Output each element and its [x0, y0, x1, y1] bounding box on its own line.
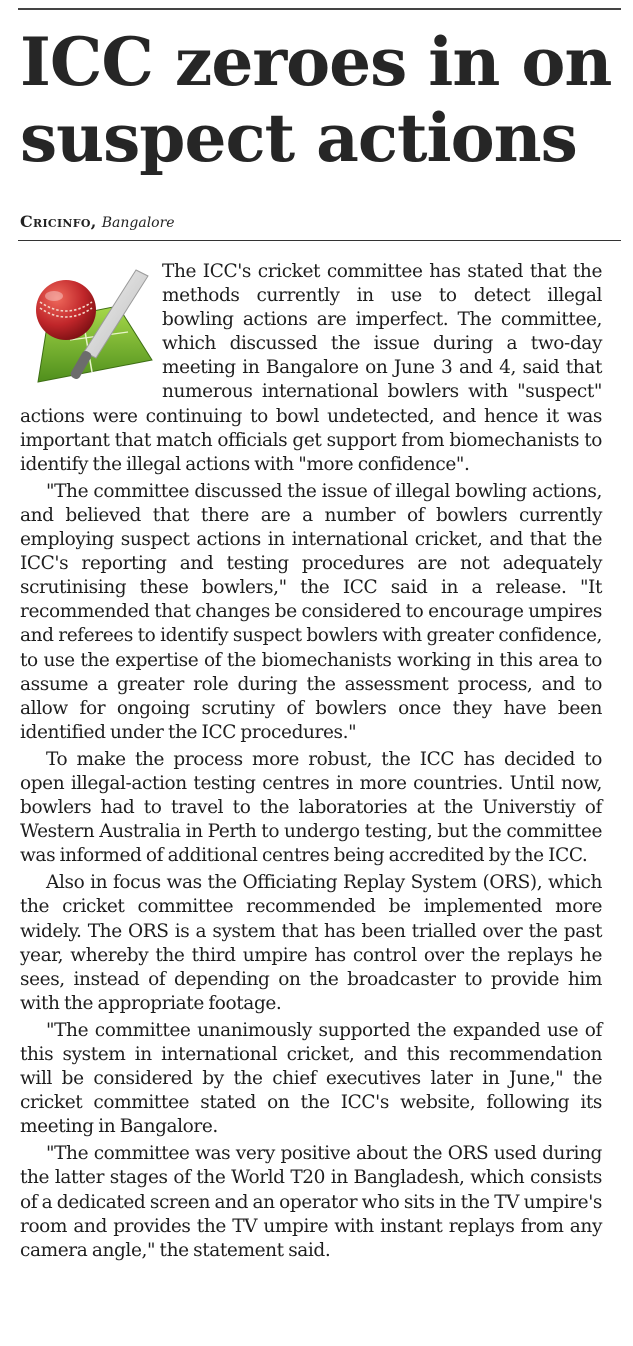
byline-place: Bangalore [101, 215, 175, 231]
paragraph: Also in focus was the Officiating Replay System (ORS), which the cricket committee recommended be implemented more widely. The ORS is a system that has been trialled over the past year, whereby the third umpire has control over the replays he sees, instead of depending on the broadcaster to provide him with the appropriate footage. [20, 872, 602, 1014]
paragraph: To make the process more robust, the ICC has decided to open illegal-action testing centres in more countries. Until now, bowlers had to travel to the laboratories at the Universtiy of Western Australia in Perth to undergo testing, but the committee was informed of additional centres being accredited by the ICC. [20, 748, 602, 867]
byline [20, 212, 175, 231]
byline-rule [18, 240, 621, 241]
article-body [20, 260, 602, 1266]
cricket-ball-bat-pitch-icon [18, 262, 154, 394]
paragraph: The ICC's cricket committee has stated that the methods currently in use to detect illegal bowling actions are imperfect. The committee, which discussed the issue during a two-day meeting in Bangalore on June 3 and 4, said that numerous international bowlers with "suspect" actions were continuing to bowl undetected, and hence it was important that match officials get support from biomechanists to identify the illegal actions with "more confidence". [20, 261, 602, 475]
byline-source: Cricinfo, [20, 212, 97, 231]
paragraph: "The committee was very positive about the ORS used during the latter stages of the World T20 in Bangladesh, which consists of a dedicated screen and an operator who sits in the TV umpire's room and provides the TV umpire with instant replays from any camera angle," the statement said. [20, 1143, 602, 1261]
paragraph: "The committee unanimously supported the expanded use of this system in international cricket, and this recommendation will be considered by the chief executives later in June," the cricket committee stated on the ICC's website, following its meeting in Bangalore. [20, 1019, 602, 1138]
headline: ICC zeroes in on suspect actions [20, 23, 612, 177]
top-rule [18, 8, 621, 10]
paragraph: "The committee discussed the issue of illegal bowling actions, and believed that there are a number of bowlers currently employing suspect actions in international cricket, and that the ICC's reporting and testing procedures are not adequately scrutinising these bowlers," the ICC said in a release. "It recommended that changes be considered to encourage umpires and referees to identify suspect bowlers with greater confidence, to use the expertise of the biomechanists working in this area to assume a greater role during the assessment process, and to allow for ongoing scrutiny of bowlers once they have been identified under the ICC procedures." [20, 480, 602, 743]
